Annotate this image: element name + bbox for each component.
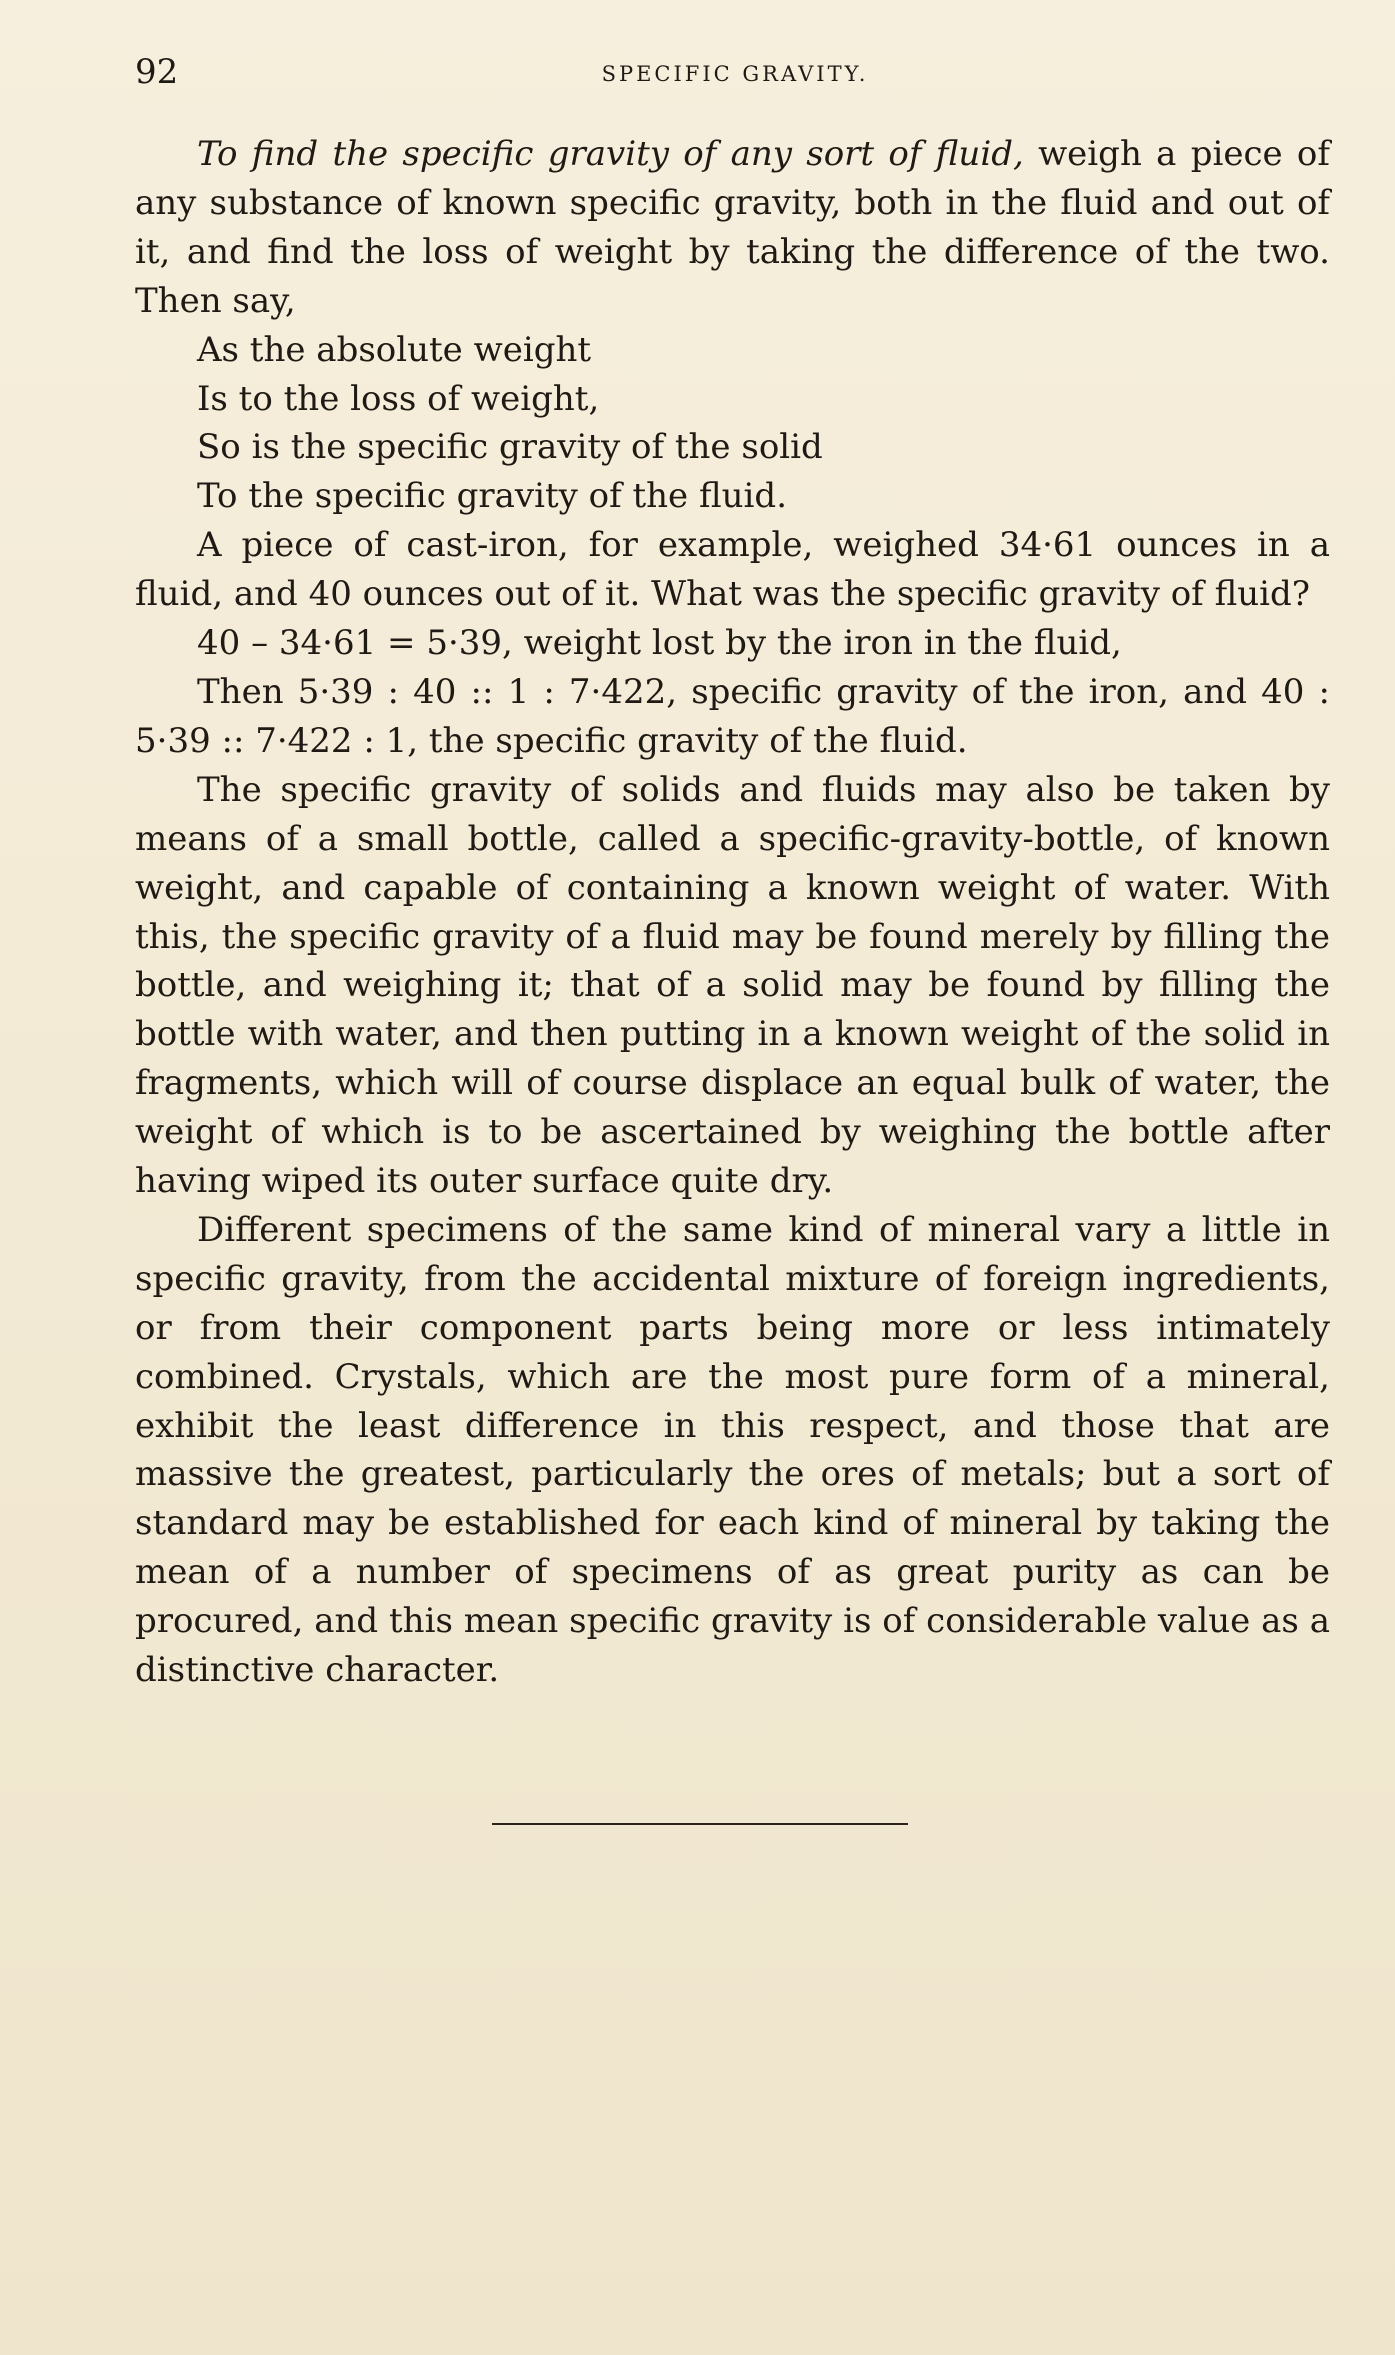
paragraph-example: A piece of cast-iron, for example, weighed 34·61 ounces in a fluid, and 40 ounces out of it. What was the specific gravity of fluid? xyxy=(135,525,1330,615)
proportion-line: As the absolute weight xyxy=(197,329,592,370)
paragraph-then: Then 5·39 : 40 :: 1 : 7·422, specific gravity of the iron, and 40 : 5·39 :: 7·422 : 1, the specific gravity of the fluid. xyxy=(135,671,1330,761)
page-header xyxy=(135,52,1335,102)
proportion-line: To the specific gravity of the fluid. xyxy=(197,476,788,517)
italic-lead: To find the specific gravity of any sort of fluid, xyxy=(197,134,1024,174)
paragraph-fluid-method xyxy=(135,130,1330,326)
body-text xyxy=(135,130,1330,1695)
page-number: 92 xyxy=(135,52,179,92)
paragraph-specimens: Different specimens of the same kind of mineral vary a little in specific gravity, from the accidental mixture of foreign ingredients, or from their component parts being more or less intimately combined. Crystals, which are the most pure form of a mineral, exhibit the least difference in this respect, and those that are massive the greatest, particularly the ores of metals; but a sort of standard may be established for each kind of mineral by taking the mean of a number of specimens of as great purity as can be procured, and this mean specific gravity is of considerable value as a distinctive character. xyxy=(135,1209,1330,1691)
calculation-line: 40 – 34·61 = 5·39, weight lost by the iron in the fluid, xyxy=(197,623,1122,664)
running-title: SPECIFIC GRAVITY. xyxy=(601,62,869,86)
proportion-line: Is to the loss of weight, xyxy=(197,378,600,419)
section-divider xyxy=(492,1823,908,1825)
paragraph-text: weigh a piece of any substance of known specific gravity, both in the fluid and out of it, and find the loss of weight by taking the difference of the two. Then say, xyxy=(135,134,1330,321)
proportion-line: So is the specific gravity of the solid xyxy=(197,427,823,468)
paragraph-bottle: The specific gravity of solids and fluids may also be taken by means of a small bottle, called a specific-gravity-bottle, of known weight, and capable of containing a known weight of water. With this, the specific gravity of a fluid may be found merely by filling the bottle, and weighing it; that of a solid may be found by filling the bottle with water, and then putting in a known weight of the solid in fragments, which will of course displace an equal bulk of water, the weight of which is to be ascertained by weighing the bottle after having wiped its outer surface quite dry. xyxy=(135,769,1330,1202)
